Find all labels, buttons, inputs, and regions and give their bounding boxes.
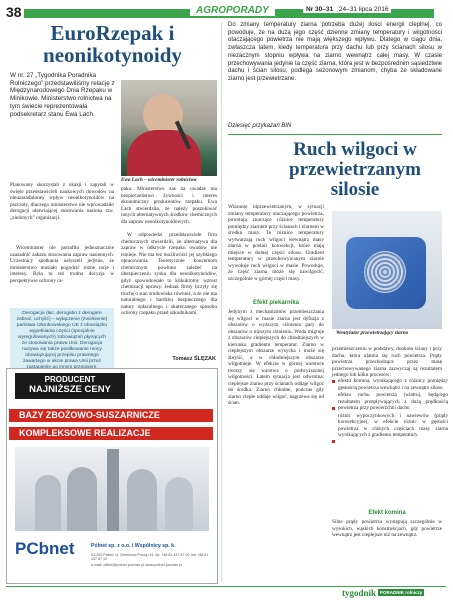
article2-sub1: Efekt piekarnika [252,300,300,306]
ad-logo [15,539,75,559]
bullet-marker [332,407,335,410]
article2-tail-author: Dziesięć przykazań BIN [228,123,292,129]
silo-2 [67,467,97,531]
article1-para2: Wiceminister nie potrafiła jednoznacznie uzasadnić zakazu stosowania zapraw nasiennych. Uczestnicy spotkania usłyszeli jedynie, że ministerstwo musiało pogodzić różne racje i interesy. Była to też trudna decyzja w perspektywie ochrony ra- [10,245,114,284]
bullet-marker [332,380,335,383]
footer-brand-box: PORADNIK rolniczy [380,590,423,595]
article2-col3c: Silne prądy powietrza występują szczególnie w wysokich, wąskich konstrukcjach, gdy powietrze wewnątrz jest cieplejsze niż na zewnątrz. [332,519,442,538]
issue-dates: 24–31 lipca 2016 [338,6,389,13]
article1-author: Tomasz ŚLĘZAK [172,356,216,362]
article2-col2: Jedynym z mechanizmów przemieszczania się wilgoci w masie ziarna jest dyfuzja z obszarów o wyższym ciśnieniu pary do obszarów o niższym ciśnieniu. Woda migruje z obszarów cieplejszych do chłodniejszych w kierunku gradientu temperatur. Ziarno w cieplejszym obszarze wysycha i może się zbrylić, a w chłodniejszym obszarze wilgotnieje. W efekcie w górnej warstwie tworzy się warstwa o podwyższonej wilgotności. Latem sytuacja jest odwrotna: cieplejsze ziarno przy ścianach oddaje wilgoć do środka. Ziarno chłodne, podczas gdy ziarno ciepłe oddaje wilgoć, nagrzewa się od ścian. [228,309,324,406]
person-body [127,130,201,176]
silo-tower [107,449,119,531]
ad-company: Pólnet sp. z o.o. i Wspólnicy sp. k. [91,543,176,549]
article2-title: Ruch wilgoci w przewietrzanym silosie [289,139,421,200]
article1-para4: W odpowiedzi przedstawiciele firm chemicznych stwierdzili, że alternatywa dla zapraw w odkrycie rzepaku owadów nie istnieje. Nie ma też możliwości jej szybkiego opracowania. Teoretycznie koncernom chemicznym powinno zależeć na ubezpieczeniu zysku dla neonikotynoidów, gdyż spowodowało to kilkukrotny wzrost chemizacji uprawy. Jednak firmy liczyły się trochę o stan środowiska również, a że nie ma naturalnego i bardziej bezpiecznego dla natury opłacalnego i skutecznego sposobu ochrony rzepaku przed szkodnikami. [121,232,217,316]
bullet-list [332,378,448,439]
article2-col3b: przemieszczeniu w podstawy, dookoła ściany i przy dachu, która ulatnia się ruch powietrza. Prądy powietrza przechodzące przez masę przechowywanego ziarna zazwyczaj są rezultatem jednego lub kilku procesów: [332,346,442,378]
issue-number: Nr 30–31 [306,6,334,13]
article2-sub3: Efekt komina [368,510,406,516]
silo-illustration [15,447,209,531]
ad-banner2: KOMPLEKSOWE REALIZACJE [9,427,213,440]
silo-1 [35,475,61,531]
footer-brand [342,587,424,598]
article2-intro: Wiarunie niprzewietrzanym, w sytuacji zmiany temperatury otaczającego powietrza, powstają znaczące różnice temperatury pomiędzy ziarnem przy ścianach i ziarnem w środku masy. Te różnice temperatury wytwarzają ruch wilgoci wewnątrz masy ziarna w postaci konwekcji, które mają miejsce w dolnej części silosu. Gradient temperatury w przechowywanym ziarnie wywołuje ruch wilgoci w masie. Powoduje, że część ziarna może się zawilgocić, szczególnie w górnej części masy. [228,204,324,282]
fan-grille [364,251,406,293]
ad-badge-line2: NAJNIŻSZE CENY [29,384,111,395]
tail-separator [228,134,442,135]
article1-para3: paku. Ministerstwo zaś na uwadze ma bezpieczeństwo żywności i interes ekonomiczny producentów rzepaku. Ewa Lach stwierdziła, że należy poszukiwać innych alternatywnych środków chemicznych dla zapraw neonikotynoidowych. [121,186,217,225]
ad-badge-line1: PRODUCENT [44,375,96,384]
fan-photo-caption: Wentylator przewietrzający ziarno [336,330,409,336]
ad-address: 63-200 Pólnet, ul. Obrońców Pokoju 41, tel. +48 61 437 87 00, fax +48 61 437 87 10 [91,553,209,561]
article1-photo-caption: Ewa Lach – wiceminister rolnictwa [121,177,197,183]
article1-photo [121,80,217,176]
article1-title: EuroRzepak i neonikotynoidy [43,21,182,67]
ad-contact: e-mail: office@polnet.poznan.pl www.polnet.poznan.pl [91,563,183,567]
silo-3 [127,469,157,531]
list-item: różnic wypoczynkowych i nawiewów (prądy konwekcyjne), w efekcie różnic w gęstości powietrza w różnych częściach masy ziarna wynikających z gradientu temperatury. [338,412,448,438]
article1-lead: W nr. 27 „Tygodnika Poradnika Rolniczego” przedstawiliśmy relację z Międzynarodowego Dnia Rzepaku w Minikowie. Ministerstwo rolnictwa na tym świecie reprezentowała podsekretarz stanu Ewa Lach. [10,72,115,118]
list-item: efektu ruchu powietrza (wiatru), będącego rezultatem przepływających z dużą prędkością powietrza przy powierzchni dachu [338,392,448,411]
page-number: 38 [6,4,22,20]
list-item: efektu komina, wynikającego z różnicy pomiędzy gęstością powietrza wewnątrz i na zewnątrz silosu [338,378,448,391]
article2-tail-text: Do zmiany temperatury ziarna potrzeba dużej ilości energii cieplnej, co powoduje, że na dużą jego część dzienne zmiany temperatury i wilgotności otaczającego powietrza nie mają większego wpływu. Dlatego w ciągu dnia, zwłaszcza latem, kiedy temperatura przy dachu lub przy ścianach silosu w niezacznym stopniu wpływa na ziarno wewnątrz całej masy. W czasie przechowywania jedynie ta część ziarna, która jest w bezpośrednim sąsiedztwie dachu i ścian silosu, podlega sezonowym zmianom, chyba że składowane ziarno jest przewietrzane. [228,22,442,82]
footer-brand-text: tygodnik [342,587,377,598]
silo-4 [165,477,193,531]
ad-logo-text: PCbnet [15,539,75,558]
ad-banner1: BAZY ZBOŻOWO-SUSZARNICZE [9,409,213,422]
derogation-text: Derogacja (łac. derogatio z derogare zabrać; uchylić) – wyłączenie (zwolnienie) państwa członkowskiego UE z obowiązku wypełniania części (specjalnie wyregulowanych) zobowiązań płynących ze stosowania prawa Unii. Derogacja nazywa się także posiłkowanie mocy obowiązującej przepisu prawnego zawartego w akcie prawa Unii przez [16,311,108,364]
column-divider [221,22,222,582]
section-title: AGROPORADY [190,5,275,16]
derogation-box [10,308,114,372]
advertisement[interactable] [6,368,218,584]
bullet-marker [332,440,335,443]
article1-para1: Planowany skorzystali z okazji i zapytali w święto przedstawicieli naukowych dowodów na nieuzasadnioney wpływ neonikotynoidów na pszczoły, dlaczego ministerstwo nie wprowadziło derogacji ułatwiającej stosowania nasiona tzw. „zielonych” organizacji. [10,182,114,221]
issue-info [303,6,391,13]
ad-badge [15,373,125,399]
fan-photo [332,211,442,329]
